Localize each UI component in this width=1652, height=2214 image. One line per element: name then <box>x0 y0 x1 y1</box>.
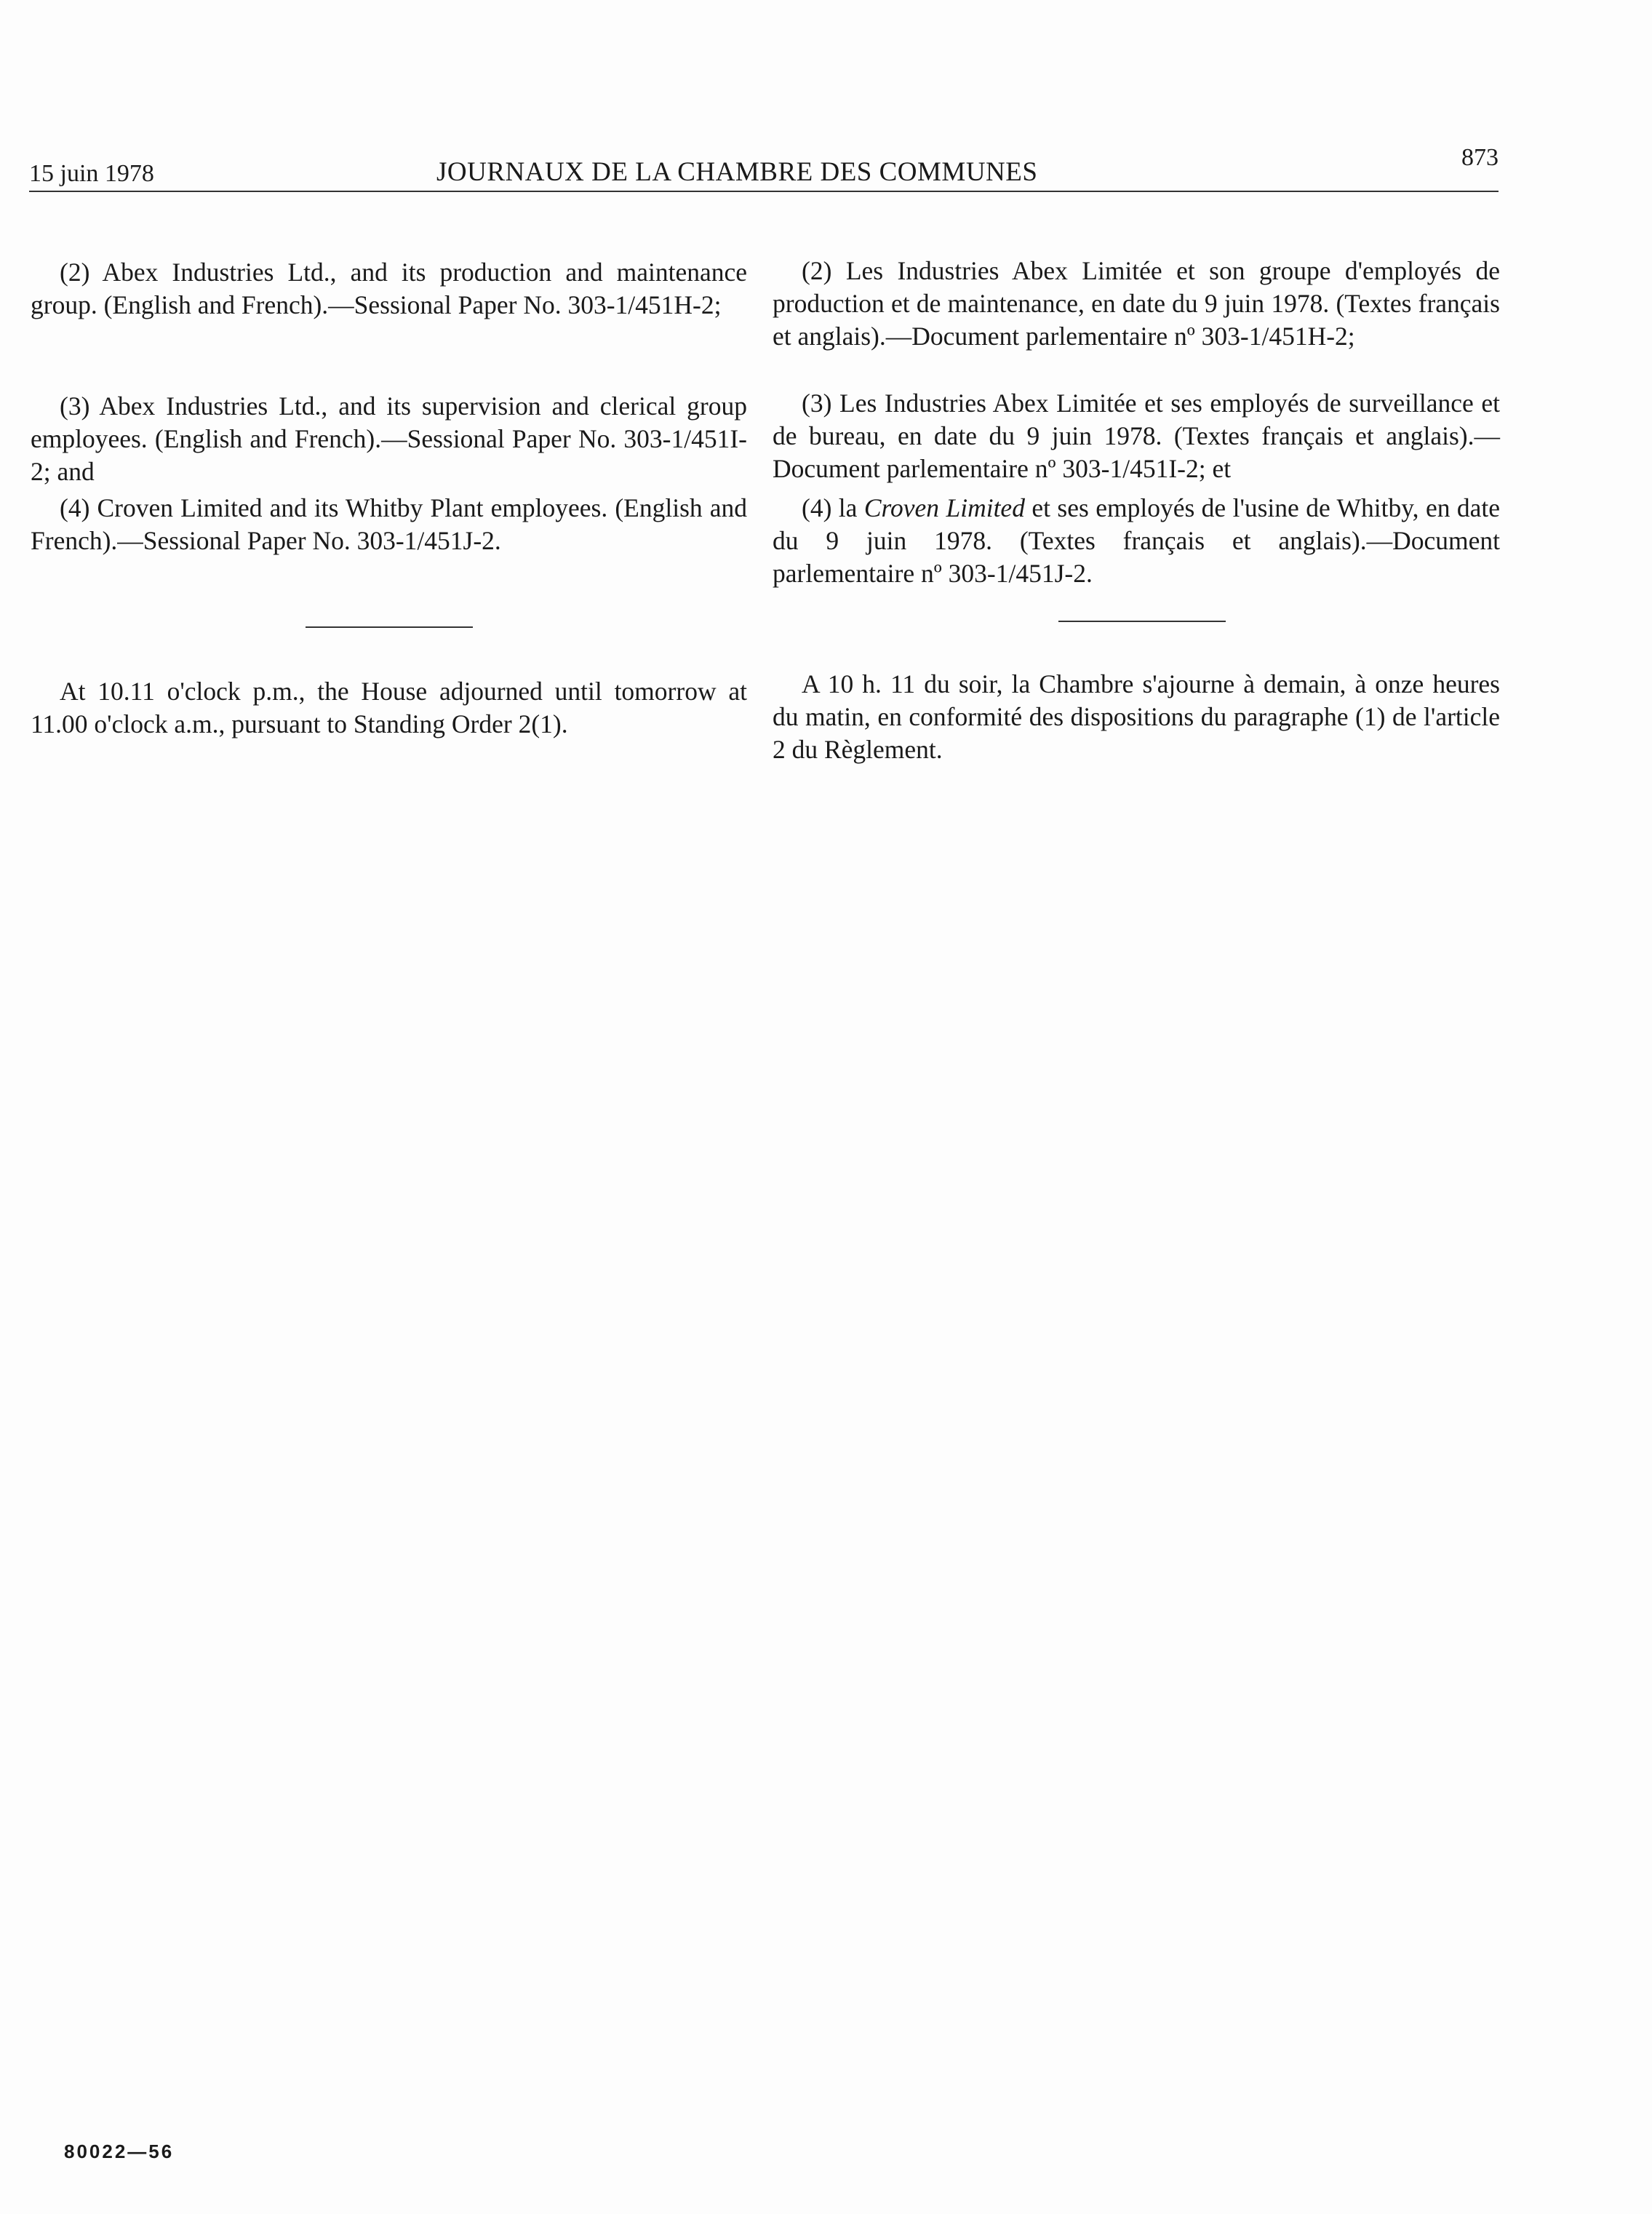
french-company-name: Croven Limited <box>863 493 1025 522</box>
header-title: JOURNAUX DE LA CHAMBRE DES COMMUNES <box>436 157 1038 187</box>
english-paragraph-4: (4) Croven Limited and its Whitby Plant employees. (English and French).—Sessional Paper No. 303-1/451J-2. <box>31 493 747 555</box>
footer-code: 80022—56 <box>64 2141 175 2162</box>
header-date: 15 juin 1978 <box>29 160 154 187</box>
english-column <box>31 0 747 800</box>
french-paragraph-4-prefix: (4) la <box>802 493 864 522</box>
french-separator <box>1058 621 1226 622</box>
english-separator <box>306 626 473 628</box>
english-paragraph-2: (2) Abex Industries Ltd., and its production and maintenance group. (English and French).—Sessional Paper No. 303-1/451H-2; <box>31 258 747 319</box>
french-adjournment: A 10 h. 11 du soir, la Chambre s'ajourne à demain, à onze heures du matin, en conformité des dispositions du paragraphe (1) de l'article 2 du Règlement. <box>773 669 1500 764</box>
english-adjournment: At 10.11 o'clock p.m., the House adjourned until tomorrow at 11.00 o'clock a.m., pursuant to Standing Order 2(1). <box>31 677 747 738</box>
page-number: 873 <box>1461 144 1499 171</box>
french-paragraph-4-suffix: et ses employés de l'usine de Whitby, en date du 9 juin 1978. (Textes français et anglais).—Document parlementaire nº 303-1/451J-2. <box>773 493 1501 588</box>
french-paragraph-4 <box>773 492 1500 590</box>
french-paragraph-3: (3) Les Industries Abex Limitée et ses employés de surveillance et de bureau, en date du 9 juin 1978. (Textes français et anglais).—Document parlementaire nº 303-1/451I-2; et <box>773 389 1500 483</box>
french-paragraph-2: (2) Les Industries Abex Limitée et son groupe d'employés de production et de maintenance, en date du 9 juin 1978. (Textes français et anglais).—Document parlementaire nº 303-1/451H-2; <box>773 256 1500 351</box>
french-column <box>773 0 1500 800</box>
english-paragraph-3: (3) Abex Industries Ltd., and its supervision and clerical group employees. (English and French).—Sessional Paper No. 303-1/451I-2; and <box>31 391 747 486</box>
